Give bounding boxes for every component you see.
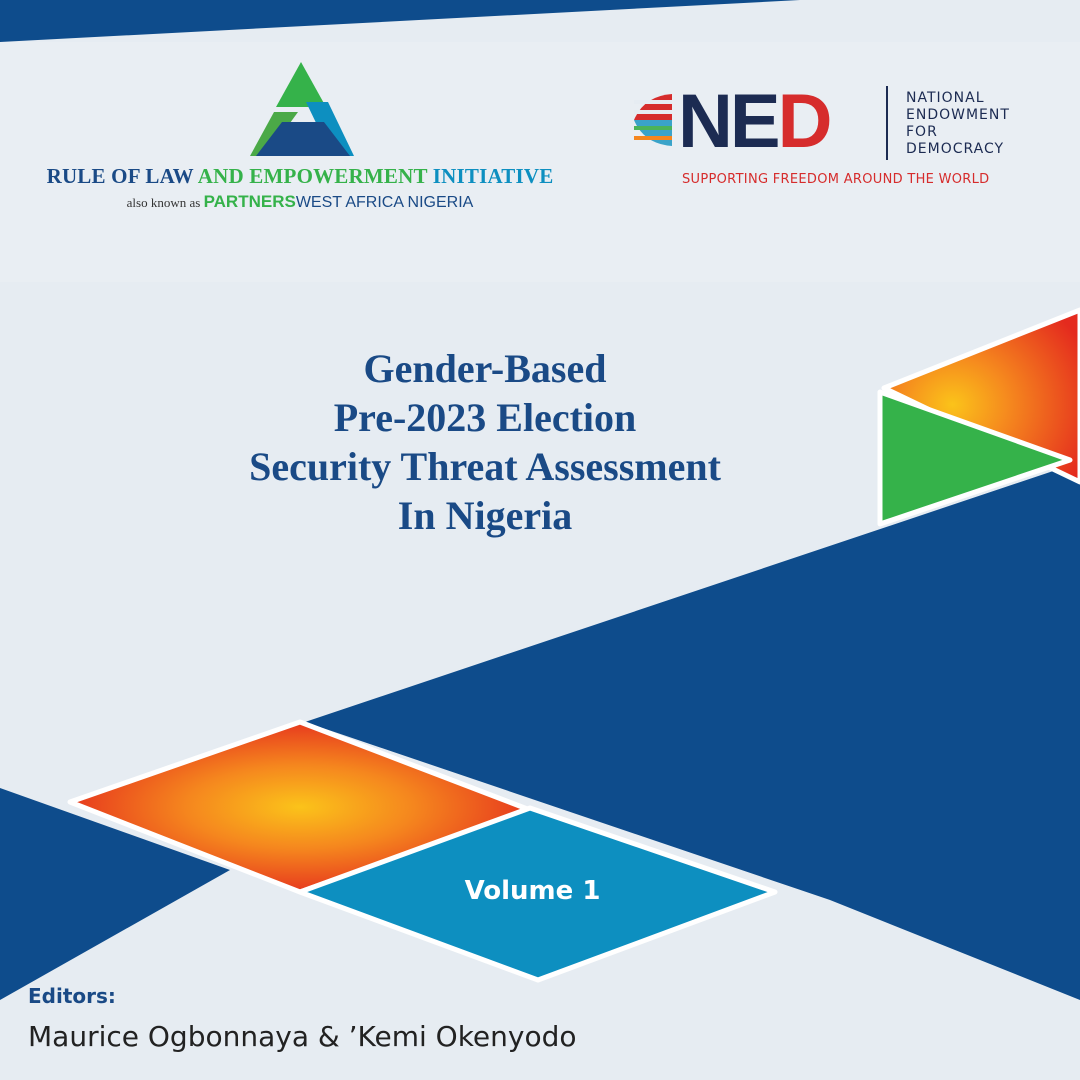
partners-aka-suffix: WEST AFRICA NIGERIA bbox=[295, 194, 474, 211]
partners-name-part1: RULE OF LAW bbox=[46, 164, 198, 188]
ned-letter-d: D bbox=[777, 79, 830, 164]
editors-names: Maurice Ogbonnaya & ’Kemi Okenyodo bbox=[28, 1020, 577, 1053]
ned-full-name-line: NATIONAL bbox=[906, 90, 985, 106]
partners-aka bbox=[20, 192, 580, 212]
striped-globe-icon bbox=[632, 90, 674, 150]
triangle-emblem-icon bbox=[246, 62, 356, 158]
title-line: Gender-Based bbox=[363, 346, 607, 391]
document-title bbox=[130, 344, 840, 540]
title-line: In Nigeria bbox=[397, 493, 573, 538]
partners-name-part2: AND EMPOWERMENT bbox=[197, 164, 433, 188]
ned-letter-e: E bbox=[729, 79, 778, 164]
partners-aka-bold: PARTNERS bbox=[203, 192, 296, 211]
ned-divider bbox=[886, 86, 888, 160]
volume-label: Volume 1 bbox=[464, 876, 601, 906]
partners-logo bbox=[20, 60, 580, 220]
ned-logo bbox=[630, 80, 1050, 200]
ned-full-name-line: DEMOCRACY bbox=[906, 141, 1005, 157]
partners-aka-prefix: also known as bbox=[126, 195, 204, 210]
title-line: Security Threat Assessment bbox=[249, 444, 721, 489]
partners-name-part3: INITIATIVE bbox=[432, 164, 554, 188]
ned-tagline: SUPPORTING FREEDOM AROUND THE WORLD bbox=[682, 172, 990, 187]
ned-letter-n: N bbox=[678, 79, 730, 164]
title-line: Pre-2023 Election bbox=[333, 395, 637, 440]
ned-letters bbox=[678, 79, 830, 164]
partners-full-name bbox=[20, 164, 580, 189]
ned-full-name-line: FOR bbox=[906, 124, 938, 140]
editors-label: Editors: bbox=[28, 984, 116, 1008]
top-navy-band bbox=[0, 0, 800, 42]
ned-full-name-line: ENDOWMENT bbox=[906, 107, 1010, 123]
ned-full-name bbox=[906, 90, 1056, 158]
